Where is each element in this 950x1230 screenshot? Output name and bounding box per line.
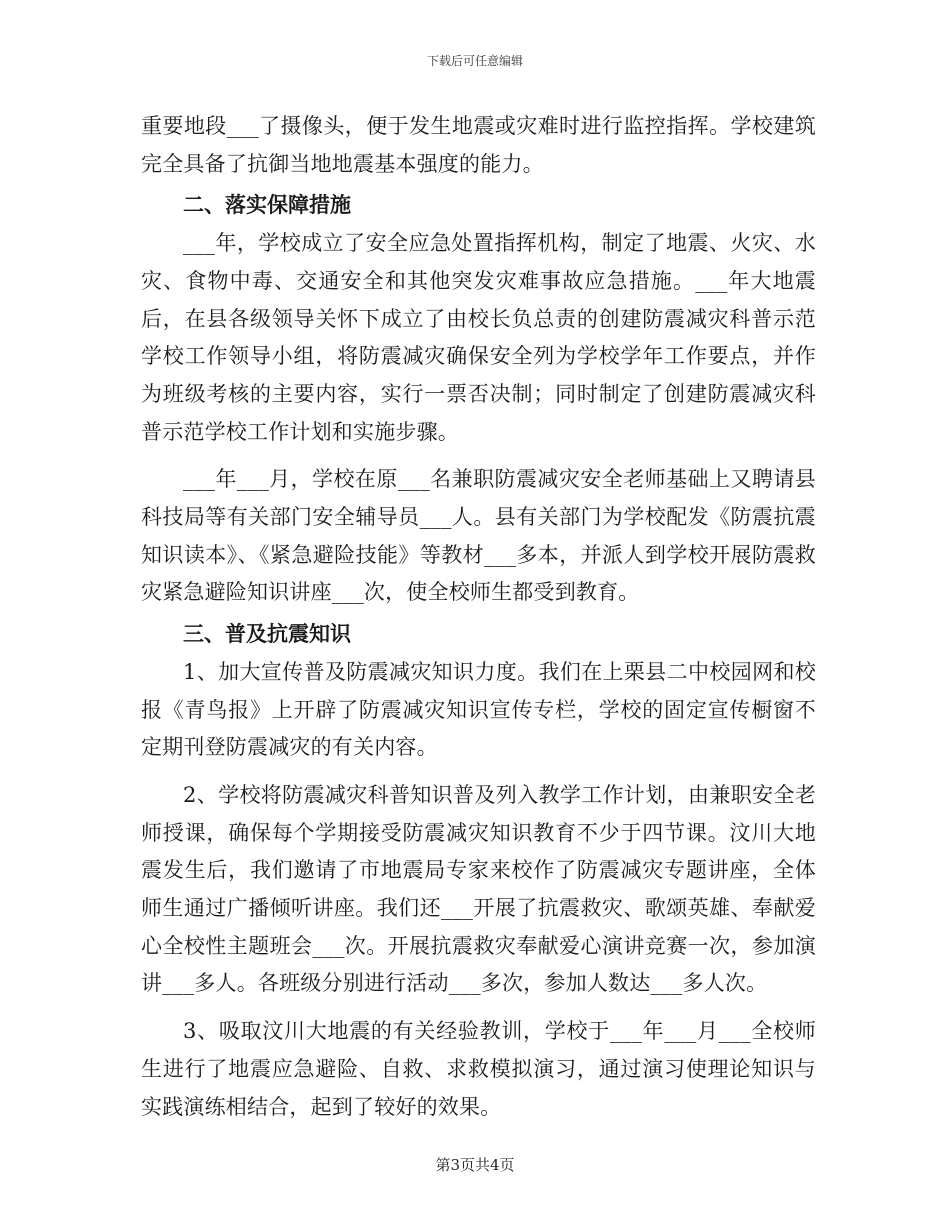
header-note: 下载后可任意编辑 xyxy=(426,54,523,68)
page-number: 第3页共4页 xyxy=(435,1156,515,1174)
paragraph-measures-1: ___年，学校成立了安全应急处置指挥机构，制定了地震、火灾、水灾、食物中毒、交通安全和其他突发灾难事故应急措施。___年大地震后，在县各级领导关怀下成立了由校长负总责的创建防震减灾科普示范学校工作领导小组，将防震减灾确保安全列为学校学年工作要点，并作为班级考核的主要内容，实行一票否决制；同时制定了创建防震减灾科普示范学校工作计划和实施步骤。 xyxy=(141,231,816,444)
document-body xyxy=(141,108,816,1126)
paragraph-measures-2: ___年___月，学校在原___名兼职防震减灾安全老师基础上又聘请县科技局等有关部门安全辅导员___人。县有关部门为学校配发《防震抗震知识读本》、《紧急避险技能》等教材___多本，并派人到学校开展防震救灾紧急避险知识讲座___次，使全校师生都受到教育。 xyxy=(141,467,816,605)
paragraph-gap xyxy=(141,767,816,777)
paragraph-gap xyxy=(141,451,816,461)
section-heading-3: 三、普及抗震知识 xyxy=(183,622,351,647)
paragraph-gap xyxy=(141,1003,816,1013)
paragraph-knowledge-1: 1、加大宣传普及防震减灾知识力度。我们在上栗县二中校园网和校报《青鸟报》上开辟了防震减灾知识宣传专栏，学校的固定宣传橱窗不定期刊登防震减灾的有关内容。 xyxy=(141,659,816,760)
paragraph-knowledge-2: 2、学校将防震减灾科普知识普及列入教学工作计划，由兼职安全老师授课，确保每个学期接受防震减灾知识教育不少于四节课。汶川大地震发生后，我们邀请了市地震局专家来校作了防震减灾专题讲座，全体师生通过广播倾听讲座。我们还___开展了抗震救灾、歌颂英雄、奉献爱心全校性主题班会___次。开展抗震救灾奉献爱心演讲竞赛一次，参加演讲___多人。各班级分别进行活动___多次，参加人数达___多人次。 xyxy=(141,782,816,996)
paragraph-knowledge-3: 3、吸取汶川大地震的有关经验教训，学校于___年___月___全校师生进行了地震应急避险、自救、求救模拟演习，通过演习使理论知识与实践演练相结合，起到了较好的效果。 xyxy=(141,1019,816,1119)
section-heading-2: 二、落实保障措施 xyxy=(183,193,351,218)
paragraph-continued: 重要地段___了摄像头，便于发生地震或灾难时进行监控指挥。学校建筑完全具备了抗御当地地震基本强度的能力。 xyxy=(141,114,816,176)
